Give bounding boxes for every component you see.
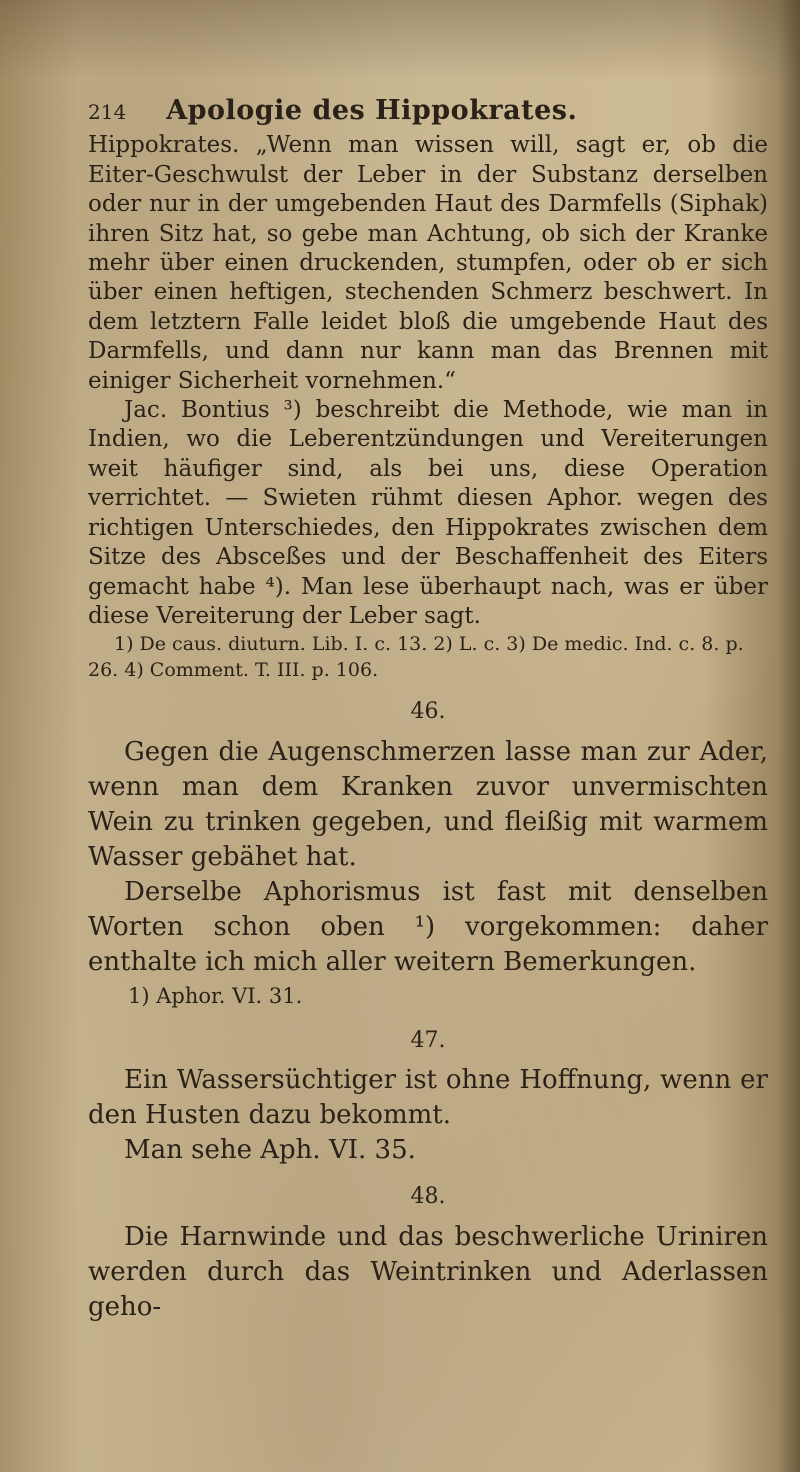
footnote-46: 1) Aphor. VI. 31. [128, 983, 303, 1008]
paragraph-bontius: Jac. Bontius ³) beschreibt die Methode, wie man in Indien, wo die Leberentzündungen und Vereiterungen weit häufiger sind, als bei uns, diese Operation verrichtet. — Swieten rühmt diesen Aphor. wegen des richtigen Unterschiedes, den Hippokrates zwischen dem Sitze des Absceßes und der Beschaffenheit des Eiters gemacht habe ⁴). Man lese überhaupt nach, was er über diese Vereiterung der Leber sagt. [88, 397, 768, 629]
page-number: 214 [88, 100, 127, 124]
aphorism-46: Gegen die Augenschmerzen lasse man zur Ader, wenn man dem Kranken zuvor unvermischten Wein zu trinken gegeben, und fleißig mit warmem Wasser gebähet hat. [88, 736, 768, 872]
paragraph-hippokrates-quote: Hippokrates. „Wenn man wissen will, sagt er, ob die Eiter-Geschwulst der Leber in der Substanz derselben oder nur in der umgebenden Haut des Darmfells (Siphak) ihren Sitz hat, so gebe man Achtung, ob sich der Kranke mehr über einen druckenden, stumpfen, oder ob er sich über einen heftigen, stechenden Schmerz beschwert. In dem letztern Falle leidet bloß die umgebende Haut des Darmfells, und dann nur kann man das Brennen mit einiger Sicherheit vornehmen.“ [88, 132, 768, 394]
aphorism-48: Die Harnwinde und das beschwerliche Uriniren werden durch das Weintrinken und Aderlassen geho- [88, 1221, 768, 1322]
commentary-46: Derselbe Aphorismus ist fast mit denselben Worten schon oben ¹) vorgekommen: daher enthalte ich mich aller weitern Bemerkungen. [88, 876, 768, 977]
footnotes-block: 1) De caus. diuturn. Lib. I. c. 13. 2) L. c. 3) De medic. Ind. c. 8. p. 26. 4) Comment. T. III. p. 106. [88, 633, 744, 682]
aphorism-47: Ein Wassersüchtiger ist ohne Hoffnung, wenn er den Husten dazu bekommt. [88, 1065, 768, 1131]
running-title: Apologie des Hippokrates. [166, 95, 578, 126]
page-header [88, 96, 768, 127]
section-number-47: 47. [410, 1027, 446, 1053]
commentary-47: Man sehe Aph. VI. 35. [124, 1135, 416, 1166]
page-shadow [0, 0, 800, 80]
page-edge [778, 0, 800, 1472]
section-number-48: 48. [410, 1184, 446, 1210]
section-number-46: 46. [410, 699, 446, 725]
page-text [88, 96, 768, 1325]
